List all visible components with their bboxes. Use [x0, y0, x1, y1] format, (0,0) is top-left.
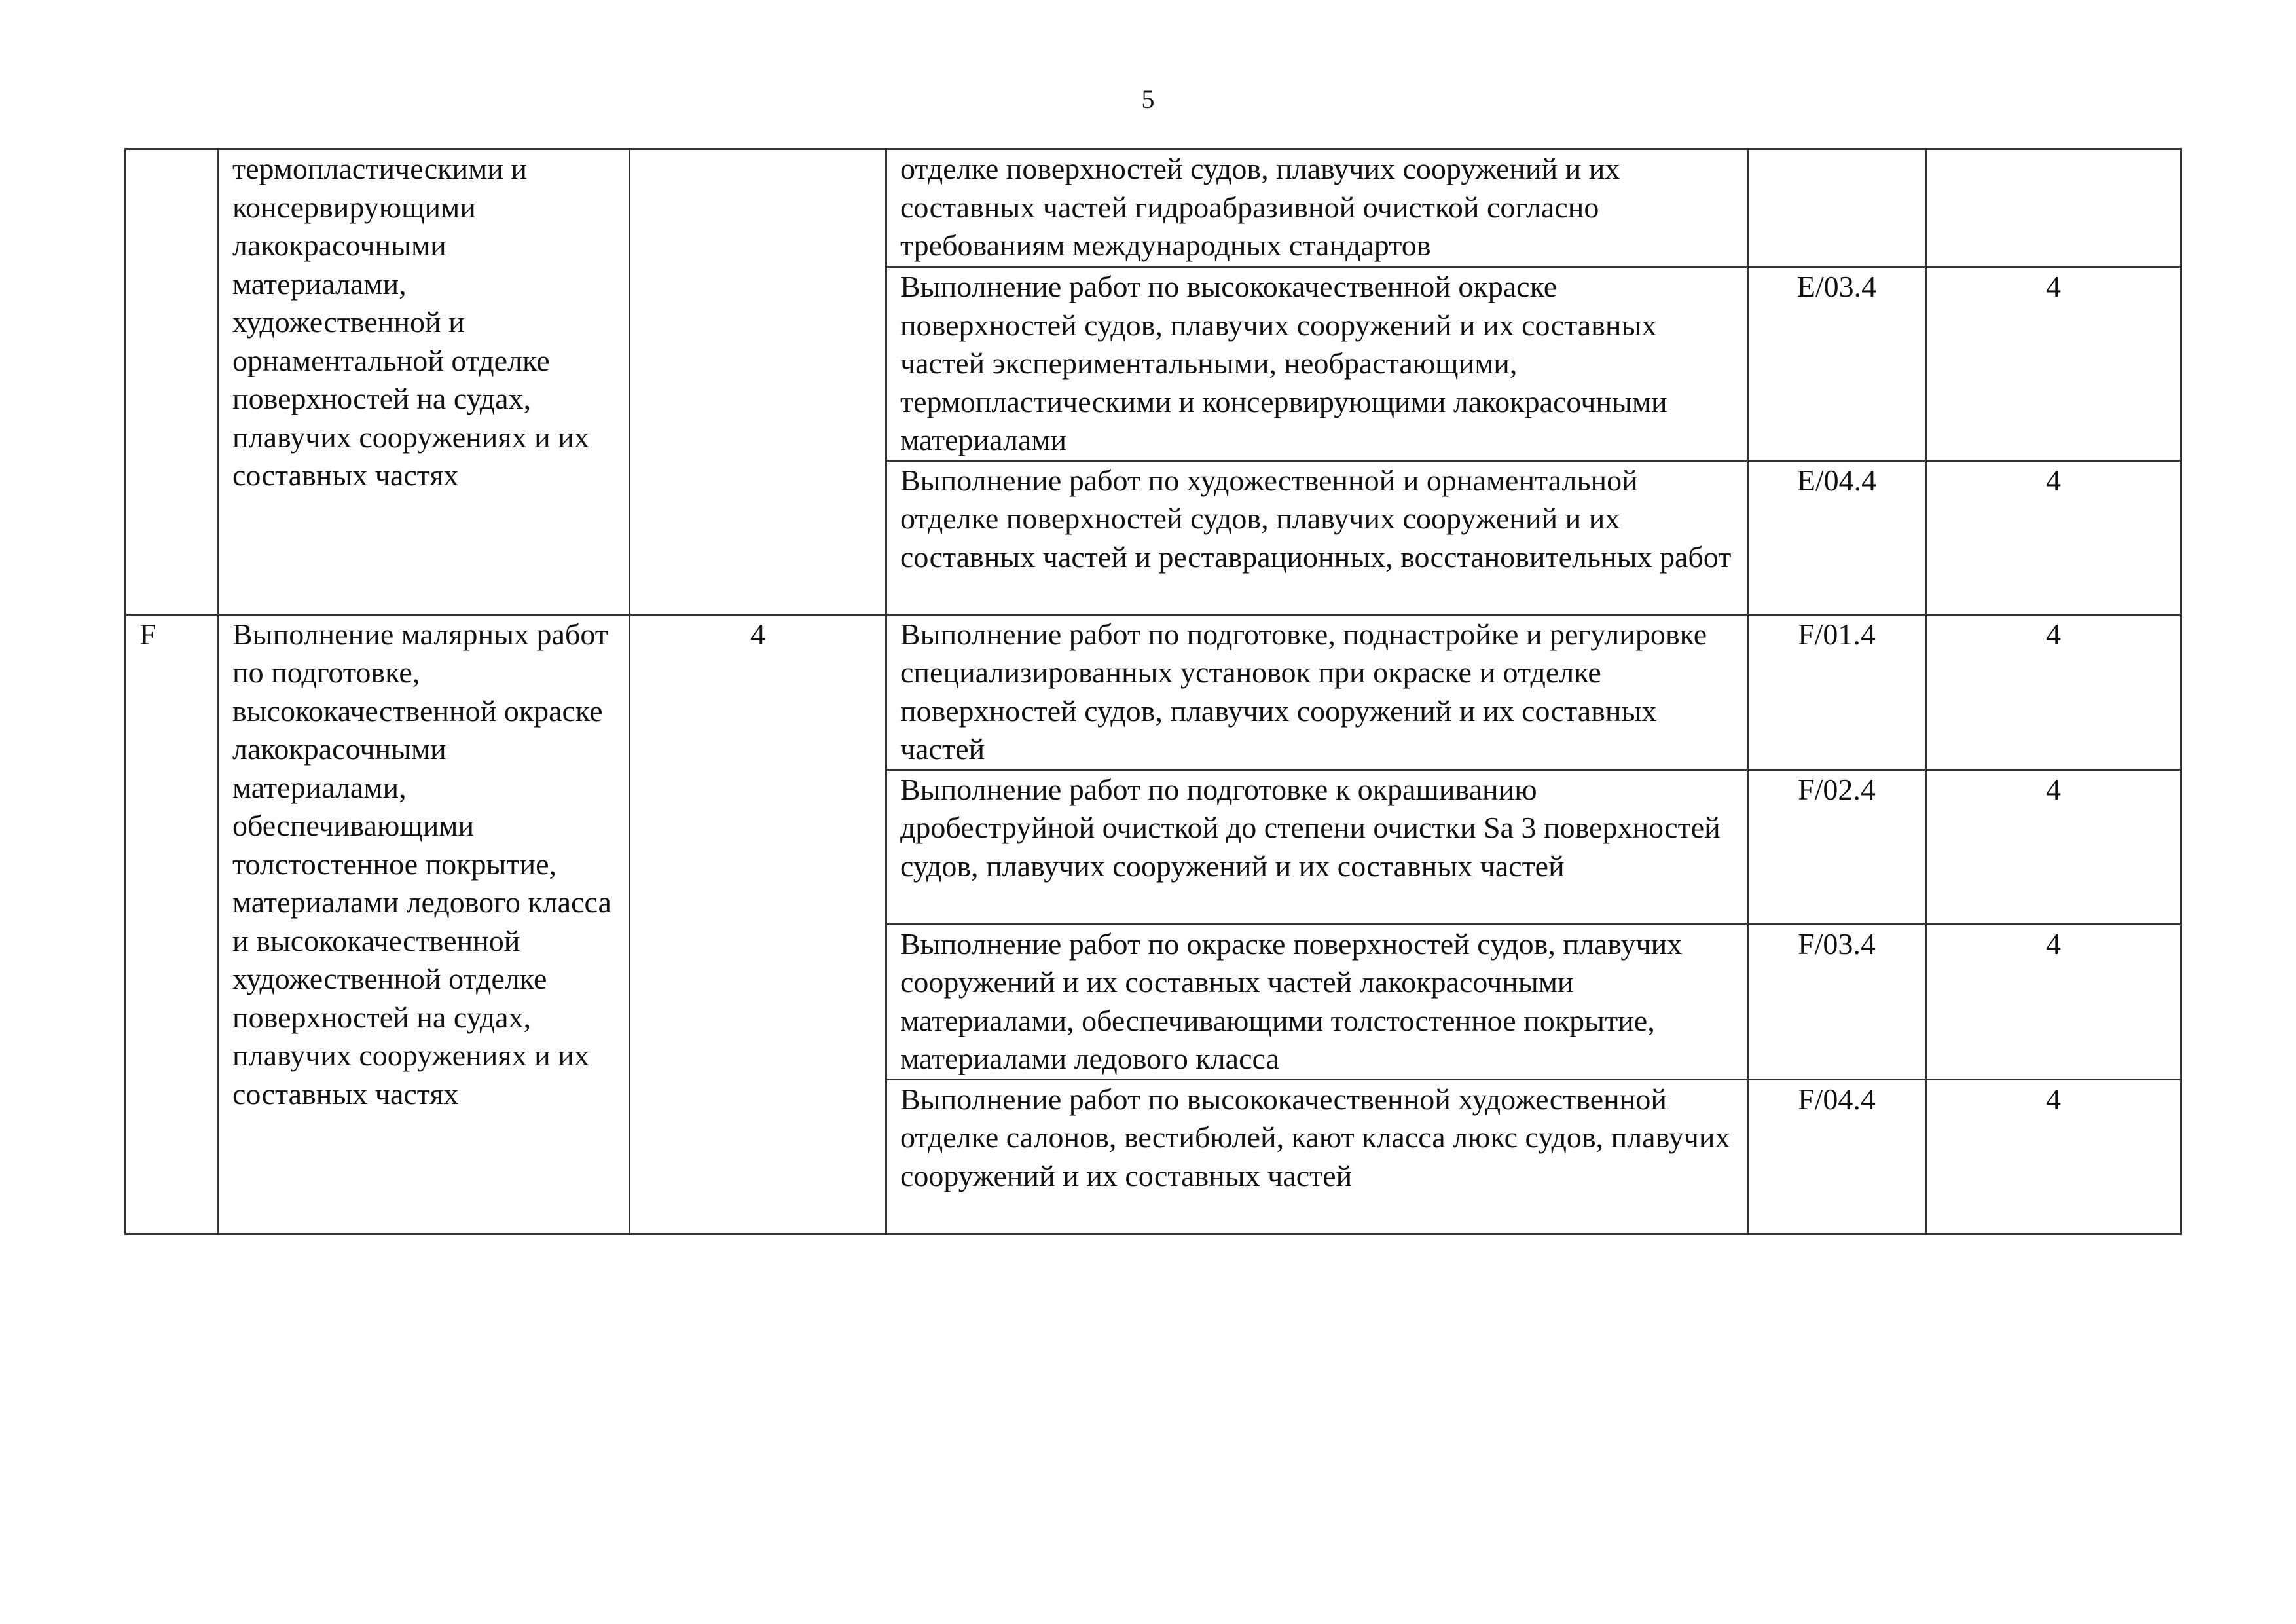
function-code-cell: F/03.4 [1748, 924, 1926, 1079]
function-name-cell: Выполнение работ по окраске поверхностей судов, плавучих сооружений и их составных частей лакокрасочными материалами, обеспечивающими толстостенное покрытие, материалами ледового класса [886, 924, 1748, 1079]
function-level-cell [1926, 149, 2181, 267]
function-code-cell: F/04.4 [1748, 1079, 1926, 1234]
group-name-cell: термопластическими и консервирующими лакокрасочными материалами, художественной и орнаментальной отделке поверхностей на судах, плавучих сооружениях и их составных частях [219, 149, 630, 615]
function-code-cell: F/01.4 [1748, 614, 1926, 769]
function-code-cell [1748, 149, 1926, 267]
group-name-cell: Выполнение малярных работ по подготовке, высококачественной окраске лакокрасочными материалами, обеспечивающими толстостенное покрытие, материалами ледового класса и высококачественной художественной отделке поверхностей на судах, плавучих сооружениях и их составных частях [219, 614, 630, 1234]
function-name-cell: Выполнение работ по художественной и орнаментальной отделке поверхностей судов, плавучих сооружений и их составных частей и реставрационных, восстановительных работ [886, 460, 1748, 614]
table-row [126, 149, 2181, 267]
function-code-cell: F/02.4 [1748, 769, 1926, 924]
page-number: 5 [1141, 84, 1155, 114]
function-level-cell: 4 [1926, 924, 2181, 1079]
function-name-cell: Выполнение работ по подготовке, поднастройке и регулировке специализированных установок при окраске и отделке поверхностей судов, плавучих сооружений и их составных частей [886, 614, 1748, 769]
group-code-cell [126, 149, 219, 615]
function-level-cell: 4 [1926, 769, 2181, 924]
function-name-cell: Выполнение работ по высококачественной окраске поверхностей судов, плавучих сооружений и их составных частей экспериментальными, необрастающими, термопластическими и консервирующими лакокрасочными материалами [886, 267, 1748, 461]
functions-table [124, 148, 2182, 1235]
group-level-cell: 4 [630, 614, 886, 1234]
group-level-cell [630, 149, 886, 615]
function-level-cell: 4 [1926, 614, 2181, 769]
group-code-cell: F [126, 614, 219, 1234]
function-name-cell: Выполнение работ по высококачественной художественной отделке салонов, вестибюлей, кают класса люкс судов, плавучих сооружений и их составных частей [886, 1079, 1748, 1234]
function-code-cell: E/03.4 [1748, 267, 1926, 461]
table-row [126, 614, 2181, 769]
function-level-cell: 4 [1926, 267, 2181, 461]
function-level-cell: 4 [1926, 1079, 2181, 1234]
function-level-cell: 4 [1926, 460, 2181, 614]
function-name-cell: Выполнение работ по подготовке к окрашиванию дробеструйной очисткой до степени очистки Sa 3 поверхностей судов, плавучих сооружений и их составных частей [886, 769, 1748, 924]
function-name-cell: отделке поверхностей судов, плавучих сооружений и их составных частей гидроабразивной очисткой согласно требованиям международных стандартов [886, 149, 1748, 267]
function-code-cell: E/04.4 [1748, 460, 1926, 614]
